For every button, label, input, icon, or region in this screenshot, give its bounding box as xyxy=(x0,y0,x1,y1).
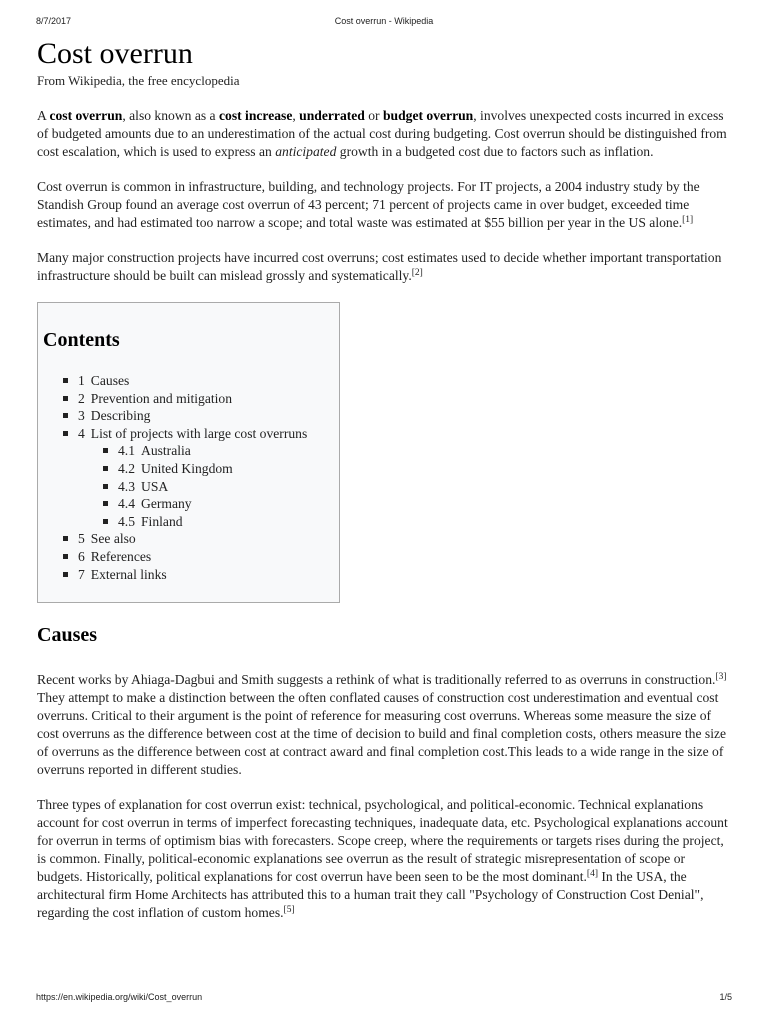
toc-number: 4.3 xyxy=(118,478,135,494)
term-underrated: underrated xyxy=(299,108,365,123)
toc-label[interactable]: Germany xyxy=(141,496,192,512)
print-footer xyxy=(36,992,732,1006)
section-heading-causes: Causes xyxy=(37,624,98,646)
toc-number: 7 xyxy=(78,566,85,582)
bullet-icon xyxy=(103,448,108,453)
toc-item[interactable] xyxy=(60,425,307,443)
toc-label[interactable]: USA xyxy=(141,478,169,494)
term-cost-increase: cost increase xyxy=(219,108,293,123)
toc-list xyxy=(60,372,307,583)
toc-item[interactable] xyxy=(60,372,307,390)
citation-link[interactable]: [2] xyxy=(411,268,423,278)
term-budget-overrun: budget overrun xyxy=(382,108,474,123)
toc-item[interactable] xyxy=(60,548,307,566)
intro-paragraph-2: Cost overrun is common in infrastructure, building, and technology projects. For IT projects, a 2004 industry study by the Standish Group found an average cost overrun of 43 percent; 71 percent of projects came in over budget, exceeded time estimates, and had estimated too narrow a scope; and total waste was estimated at $55 billion per year in the US alone.[1] xyxy=(37,179,700,230)
toc-number: 4 xyxy=(78,425,85,441)
toc-item[interactable] xyxy=(60,478,307,496)
bullet-icon xyxy=(103,519,108,524)
toc-label[interactable]: References xyxy=(90,548,152,564)
toc-item[interactable] xyxy=(60,442,307,460)
toc-label[interactable]: External links xyxy=(90,566,167,582)
toc-item[interactable] xyxy=(60,407,307,425)
toc-item[interactable] xyxy=(60,460,307,478)
table-of-contents xyxy=(37,302,340,603)
toc-label[interactable]: See also xyxy=(90,531,136,547)
print-url: https://en.wikipedia.org/wiki/Cost_overrun xyxy=(36,992,203,1002)
toc-number: 4.5 xyxy=(118,513,135,529)
term-anticipated: anticipated xyxy=(275,144,337,159)
print-date: 8/7/2017 xyxy=(36,16,72,26)
article-subtitle: From Wikipedia, the free encyclopedia xyxy=(37,73,240,88)
bullet-icon xyxy=(63,396,68,401)
toc-item[interactable] xyxy=(60,513,307,531)
toc-number: 4.4 xyxy=(118,496,135,512)
citation-link[interactable]: [3] xyxy=(715,672,727,682)
toc-number: 2 xyxy=(78,390,85,406)
bullet-icon xyxy=(103,466,108,471)
toc-item[interactable] xyxy=(60,530,307,548)
bullet-icon xyxy=(63,554,68,559)
section-divider xyxy=(37,653,733,654)
article-content xyxy=(37,36,733,939)
bullet-icon xyxy=(63,378,68,383)
intro-paragraph-1: A cost overrun, also known as a cost increase, underrated or budget overrun, involves unexpected costs incurred in excess of budgeted amounts due to an underestimation of the actual cost during budgeting. Cost overrun should be distinguished from cost escalation, which is used to express an anticipated growth in a budgeted cost due to factors such as inflation. xyxy=(37,108,727,159)
toc-number: 6 xyxy=(78,548,85,564)
intro-paragraph-3: Many major construction projects have incurred cost overruns; cost estimates used to decide whether important transportation infrastructure should be built can mislead grossly and systematically.[2] xyxy=(37,250,722,283)
toc-item[interactable] xyxy=(60,566,307,584)
toc-number: 4.2 xyxy=(118,460,135,476)
citation-link[interactable]: [1] xyxy=(682,215,694,225)
article-title: Cost overrun xyxy=(37,37,193,70)
toc-label[interactable]: Finland xyxy=(141,513,183,529)
toc-number: 5 xyxy=(78,531,85,547)
causes-paragraph-1: Recent works by Ahiaga-Dagbui and Smith suggests a rethink of what is traditionally referred to as overruns in construction.[3] They attempt to make a distinction between the often conflated causes of construction cost underestimation and eventual cost overruns. Critical to their argument is the point of reference for measuring cost overruns. Whereas some measure the size of cost overruns as the difference between cost at the time of decision to build and final completion costs, others measure the size of overruns as the difference between cost at contract award and final completion cost.This leads to a wide range in the size of overruns reported in different studies. xyxy=(37,672,727,777)
causes-paragraph-2: Three types of explanation for cost overrun exist: technical, psychological, and political-economic. Technical explanations account for cost overrun in terms of imperfect forecasting techniques, inadequate data, etc. Psychological explanations account for overrun in terms of optimism bias with forecasters. Scope creep, where the requirements or targets rises during the project, is common. Finally, political-economic explanations see overrun as the result of strategic misrepresentation of scope or budgets. Historically, political explanations for cost overrun have been seen to be the most dominant.[4] In the USA, the architectural firm Home Architects has attributed this to a human trait they call "Psychology of Construction Cost Denial", regarding the cost inflation of custom homes.[5] xyxy=(37,797,728,920)
bullet-icon xyxy=(63,413,68,418)
toc-title: Contents xyxy=(43,329,120,351)
toc-label[interactable]: Prevention and mitigation xyxy=(90,390,232,406)
citation-link[interactable]: [5] xyxy=(283,905,295,915)
bullet-icon xyxy=(63,572,68,577)
print-header xyxy=(36,16,732,30)
toc-number: 3 xyxy=(78,408,85,424)
toc-number: 4.1 xyxy=(118,443,135,459)
bullet-icon xyxy=(103,484,108,489)
toc-item[interactable] xyxy=(60,390,307,408)
toc-label[interactable]: United Kingdom xyxy=(141,460,233,476)
bullet-icon xyxy=(63,431,68,436)
print-page-number: 1/5 xyxy=(719,992,732,1002)
print-page-title: Cost overrun - Wikipedia xyxy=(334,16,434,26)
toc-label[interactable]: Causes xyxy=(90,373,130,388)
term-cost-overrun: cost overrun xyxy=(49,108,123,123)
toc-label[interactable]: List of projects with large cost overruns xyxy=(90,425,308,441)
toc-label[interactable]: Australia xyxy=(141,443,191,459)
citation-link[interactable]: [4] xyxy=(586,869,598,879)
toc-label[interactable]: Describing xyxy=(90,408,151,424)
bullet-icon xyxy=(63,536,68,541)
toc-number: 1 xyxy=(78,373,85,388)
toc-item[interactable] xyxy=(60,495,307,513)
bullet-icon xyxy=(103,501,108,506)
